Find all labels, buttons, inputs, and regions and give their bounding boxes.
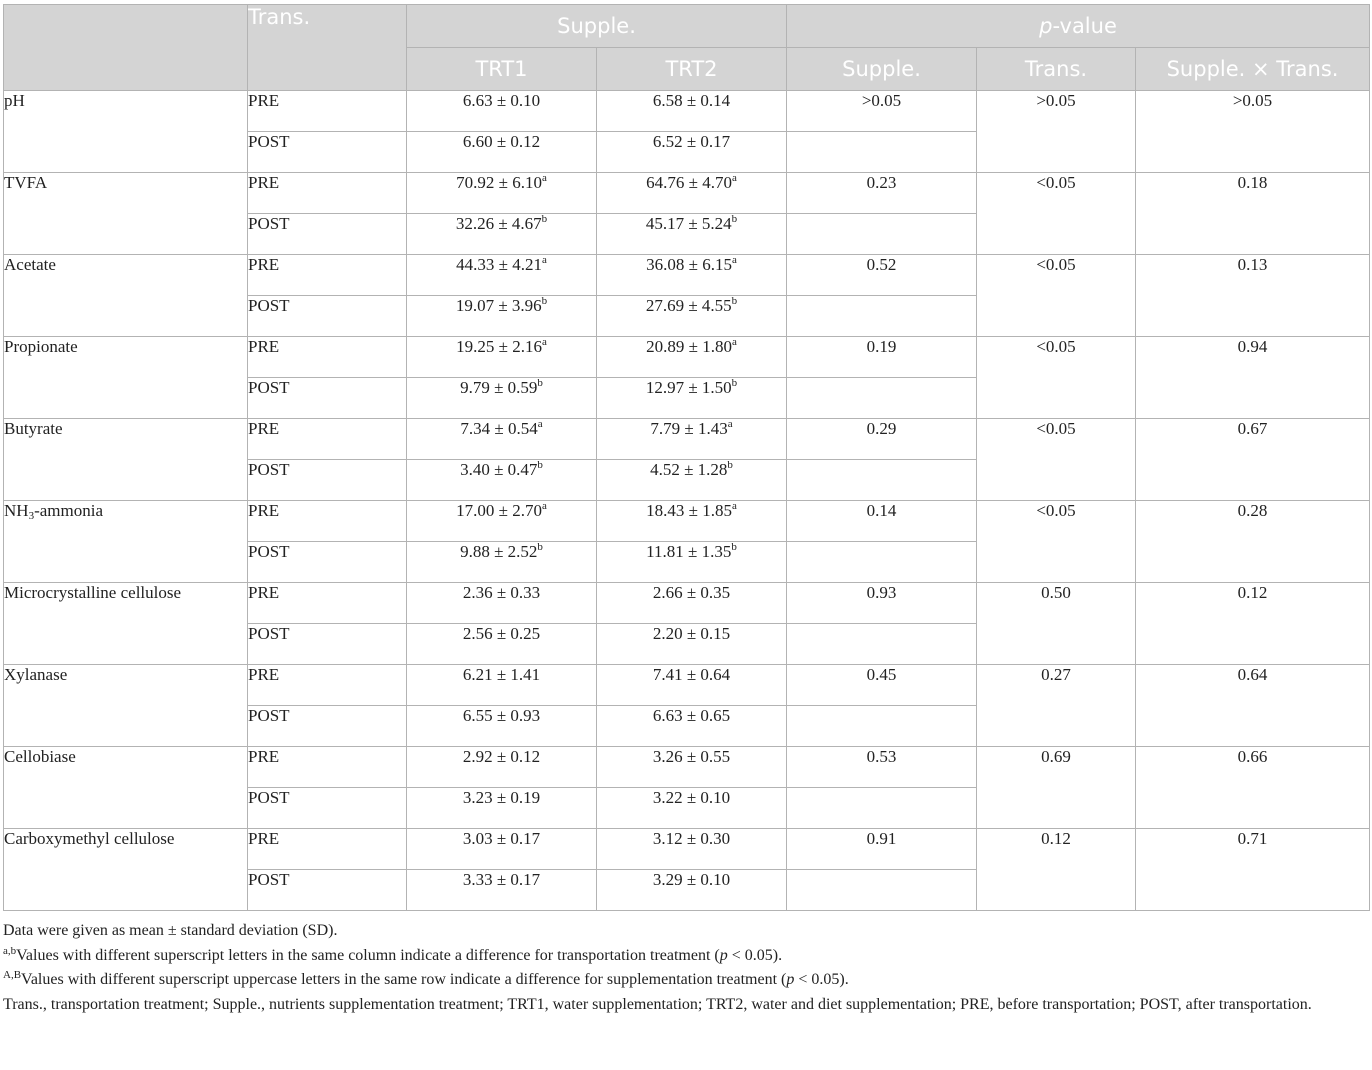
trans-cell-text: POST: [248, 870, 290, 889]
row-label-text: NH: [4, 501, 29, 520]
p-trans-cell-text: 0.69: [1041, 747, 1071, 766]
superscript-letter: b: [537, 459, 543, 471]
trt1-cell: [407, 378, 597, 419]
row-label: [4, 829, 248, 911]
trans-cell: [248, 460, 407, 501]
p-interaction-cell-text: 0.13: [1237, 255, 1268, 274]
trt2-cell: [597, 337, 787, 378]
trans-cell-text: PRE: [248, 91, 280, 110]
p-trans-cell: [977, 583, 1136, 665]
p-trans-cell: [977, 501, 1136, 583]
footnote-uppercase: $^{A,B}$Values with different superscript uppercase letters in the same row indicate a difference for supplementation treatment (p < 0.05).: [3, 969, 849, 988]
trt2-cell: [597, 132, 787, 173]
trt2-cell-text: 3.26 ± 0.55: [652, 747, 731, 766]
p-supple-cell-empty: [787, 706, 977, 747]
p-trans-cell: [977, 91, 1136, 173]
trans-cell: [248, 542, 407, 583]
superscript-letter: b: [731, 295, 738, 307]
trans-cell-text: PRE: [248, 419, 280, 438]
superscript-letter: a: [541, 172, 547, 184]
superscript-letter: a: [731, 172, 737, 184]
row-label-rest: -ammonia: [34, 501, 103, 520]
p-supple-cell: [787, 337, 977, 378]
trt1-cell: [407, 747, 597, 788]
table-row: [4, 255, 1370, 296]
p-supple-cell-empty: [787, 460, 977, 501]
row-label: [4, 255, 248, 337]
trt1-cell: [407, 173, 597, 214]
row-label: [4, 91, 248, 173]
trt1-cell-text: 6.55 ± 0.93: [462, 706, 541, 725]
p-trans-cell: [977, 419, 1136, 501]
trt2-cell-text: 27.69 ± 4.55: [645, 296, 732, 315]
superscript-letter: a: [537, 418, 543, 430]
trt2-cell-text: 3.12 ± 0.30: [652, 829, 731, 848]
trt1-cell: [407, 542, 597, 583]
p-supple-cell: [787, 583, 977, 624]
header-p-supple: Supple.: [787, 48, 977, 91]
p-supple-cell: [787, 419, 977, 460]
superscript-letter: b: [541, 295, 548, 307]
trt1-cell-text: 17.00 ± 2.70: [456, 501, 542, 520]
p-supple-cell-empty: [787, 378, 977, 419]
p-supple-cell: [787, 91, 977, 132]
trt1-cell-text: 3.03 ± 0.17: [462, 829, 541, 848]
header-trans: Trans.: [248, 5, 407, 91]
p-trans-cell: [977, 665, 1136, 747]
table-row: [4, 173, 1370, 214]
trans-cell-text: PRE: [248, 337, 280, 356]
trt2-cell-text: 36.08 ± 6.15: [646, 255, 732, 274]
trt2-cell-text: 64.76 ± 4.70: [646, 173, 732, 192]
p-interaction-cell-text: 0.28: [1237, 501, 1268, 520]
trt1-cell-text: 2.56 ± 0.25: [462, 624, 541, 643]
table-document: [3, 4, 1369, 1017]
superscript-letter: b: [731, 377, 738, 389]
header-trt2: TRT2: [597, 48, 787, 91]
trt2-cell-text: 45.17 ± 5.24: [645, 214, 732, 233]
p-supple-cell: [787, 173, 977, 214]
p-interaction-cell: [1136, 829, 1370, 911]
p-trans-cell: [977, 173, 1136, 255]
p-trans-cell: [977, 255, 1136, 337]
trt2-cell: [597, 870, 787, 911]
p-supple-cell: [787, 501, 977, 542]
trans-cell-text: POST: [248, 132, 290, 151]
superscript-letter: b: [731, 213, 738, 225]
row-label: [4, 337, 248, 419]
p-interaction-cell: [1136, 747, 1370, 829]
row-label-text: Microcrystalline cellulose: [4, 583, 182, 602]
table-row: [4, 419, 1370, 460]
row-label-text: Carboxymethyl cellulose: [4, 829, 175, 848]
trans-cell: [248, 870, 407, 911]
trt2-cell: [597, 296, 787, 337]
p-interaction-cell-text: 0.18: [1237, 173, 1268, 192]
superscript-letter: a: [731, 254, 737, 266]
trans-cell-text: POST: [248, 460, 290, 479]
trt2-cell-text: 12.97 ± 1.50: [645, 378, 732, 397]
trans-cell-text: PRE: [248, 255, 280, 274]
trans-cell: [248, 173, 407, 214]
trt2-cell-text: 6.63 ± 0.65: [652, 706, 731, 725]
trt2-cell-text: 11.81 ± 1.35: [646, 542, 732, 561]
trt1-cell-text: 19.07 ± 3.96: [455, 296, 542, 315]
trt1-cell: [407, 829, 597, 870]
trt1-cell: [407, 706, 597, 747]
p-supple-cell-text: 0.52: [866, 255, 897, 274]
trans-cell: [248, 419, 407, 460]
p-supple-cell-text: 0.91: [866, 829, 897, 848]
p-interaction-cell: [1136, 501, 1370, 583]
header-p-value: p-value: [787, 5, 1370, 48]
trt2-cell-text: 6.52 ± 0.17: [652, 132, 731, 151]
trt1-cell: [407, 296, 597, 337]
trt2-cell-text: 20.89 ± 1.80: [646, 337, 732, 356]
trt2-cell: [597, 501, 787, 542]
trans-cell-text: POST: [248, 542, 290, 561]
trans-cell-text: POST: [248, 624, 290, 643]
trt2-cell: [597, 419, 787, 460]
trt2-cell: [597, 542, 787, 583]
superscript-letter: a: [541, 500, 547, 512]
superscript-letter: a: [541, 254, 547, 266]
table-footnotes: [3, 919, 1369, 1017]
row-label-text: Acetate: [4, 255, 56, 274]
trt2-cell: [597, 747, 787, 788]
p-interaction-cell: [1136, 337, 1370, 419]
p-supple-cell-empty: [787, 542, 977, 583]
trans-cell-text: PRE: [248, 829, 280, 848]
p-supple-cell-text: >0.05: [861, 91, 902, 110]
p-trans-cell-text: >0.05: [1036, 91, 1076, 110]
trt2-cell: [597, 378, 787, 419]
p-supple-cell-empty: [787, 624, 977, 665]
trt1-cell: [407, 337, 597, 378]
footnote-data: Data were given as mean ± standard deviation (SD).: [3, 922, 338, 939]
trt2-cell: [597, 706, 787, 747]
trt1-cell-text: 44.33 ± 4.21: [456, 255, 542, 274]
superscript-letter: b: [537, 541, 543, 553]
trt1-cell-text: 6.63 ± 0.10: [462, 91, 541, 110]
trt2-cell: [597, 624, 787, 665]
trans-cell: [248, 337, 407, 378]
trt2-cell-text: 3.29 ± 0.10: [652, 870, 731, 889]
table-row: [4, 747, 1370, 788]
trt1-cell-text: 19.25 ± 2.16: [456, 337, 542, 356]
trans-cell-text: PRE: [248, 665, 280, 684]
p-interaction-cell: [1136, 665, 1370, 747]
row-label-text: Xylanase: [4, 665, 68, 684]
trans-cell-text: POST: [248, 706, 290, 725]
p-supple-cell-text: 0.19: [866, 337, 897, 356]
header-p-interaction: Supple. × Trans.: [1136, 48, 1370, 91]
trt1-cell: [407, 132, 597, 173]
trt2-cell-text: 3.22 ± 0.10: [652, 788, 731, 807]
trans-cell-text: PRE: [248, 747, 280, 766]
trt1-cell-text: 3.23 ± 0.19: [462, 788, 541, 807]
trans-cell: [248, 501, 407, 542]
row-label: [4, 583, 248, 665]
p-trans-cell-text: <0.05: [1036, 173, 1076, 192]
trans-cell-text: POST: [248, 296, 290, 315]
table-row: [4, 91, 1370, 132]
p-trans-cell-text: <0.05: [1036, 337, 1076, 356]
table-row: [4, 829, 1370, 870]
row-label: [4, 419, 248, 501]
p-interaction-cell-text: 0.71: [1237, 829, 1268, 848]
trt1-cell-text: 7.34 ± 0.54: [460, 419, 538, 438]
trt2-cell-text: 7.79 ± 1.43: [650, 419, 728, 438]
trt1-cell: [407, 665, 597, 706]
trt1-cell: [407, 419, 597, 460]
footnote-lowercase: $^{a,b}$Values with different superscript letters in the same column indicate a difference for transportation treatment (p < 0.05).: [3, 944, 783, 964]
p-trans-cell-text: 0.12: [1041, 829, 1071, 848]
trt1-cell-text: 70.92 ± 6.10: [456, 173, 542, 192]
p-supple-cell-empty: [787, 214, 977, 255]
p-supple-cell: [787, 829, 977, 870]
trt1-cell-text: 3.40 ± 0.47: [460, 460, 538, 479]
trans-cell-text: POST: [248, 214, 290, 233]
p-supple-cell-text: 0.93: [866, 583, 897, 602]
trans-cell-text: PRE: [248, 501, 280, 520]
p-trans-cell-text: <0.05: [1036, 255, 1076, 274]
p-interaction-cell-text: 0.94: [1237, 337, 1268, 356]
trans-cell: [248, 214, 407, 255]
trt2-cell-text: 4.52 ± 1.28: [650, 460, 728, 479]
superscript-letter: b: [541, 213, 548, 225]
row-label: [4, 747, 248, 829]
trans-cell-text: POST: [248, 378, 290, 397]
trt2-cell: [597, 91, 787, 132]
superscript-letter: a: [727, 418, 733, 430]
trt1-cell: [407, 214, 597, 255]
trt1-cell-text: 9.79 ± 0.59: [460, 378, 538, 397]
trans-cell: [248, 378, 407, 419]
trans-cell: [248, 624, 407, 665]
trt1-cell-text: 3.33 ± 0.17: [462, 870, 541, 889]
trans-cell: [248, 829, 407, 870]
trt1-cell-text: 32.26 ± 4.67: [455, 214, 542, 233]
row-label-text: pH: [4, 91, 25, 110]
p-supple-cell-text: 0.45: [866, 665, 897, 684]
trt2-cell-text: 18.43 ± 1.85: [646, 501, 732, 520]
trt1-cell-text: 2.36 ± 0.33: [462, 583, 541, 602]
p-supple-cell-text: 0.23: [866, 173, 897, 192]
p-supple-cell-empty: [787, 296, 977, 337]
p-supple-cell-text: 0.53: [866, 747, 897, 766]
trt2-cell: [597, 173, 787, 214]
p-supple-cell: [787, 255, 977, 296]
subscript: 3: [28, 510, 35, 522]
row-label: [4, 665, 248, 747]
trt1-cell: [407, 788, 597, 829]
p-interaction-cell: [1136, 583, 1370, 665]
trt2-cell-text: 2.20 ± 0.15: [652, 624, 731, 643]
p-trans-cell-text: 0.27: [1041, 665, 1071, 684]
row-label: [4, 173, 248, 255]
trt2-cell-text: 2.66 ± 0.35: [652, 583, 731, 602]
header-p-trans: Trans.: [977, 48, 1136, 91]
superscript-letter: b: [537, 377, 543, 389]
trt1-cell: [407, 624, 597, 665]
superscript-letter: b: [727, 459, 733, 471]
superscript-letter: a: [731, 336, 737, 348]
p-trans-cell-text: 0.50: [1041, 583, 1071, 602]
table-row: [4, 583, 1370, 624]
trt2-cell: [597, 460, 787, 501]
p-interaction-cell: [1136, 91, 1370, 173]
trt1-cell-text: 6.60 ± 0.12: [462, 132, 541, 151]
p-interaction-cell-text: 0.64: [1237, 665, 1268, 684]
p-trans-cell-text: <0.05: [1036, 501, 1076, 520]
results-table: [3, 4, 1370, 911]
header-supple: Supple.: [407, 5, 787, 48]
row-label-text: Cellobiase: [4, 747, 76, 766]
trt1-cell-text: 2.92 ± 0.12: [462, 747, 541, 766]
row-label: [4, 501, 248, 583]
trt1-cell: [407, 460, 597, 501]
p-supple-cell-empty: [787, 132, 977, 173]
p-supple-cell-empty: [787, 788, 977, 829]
table-row: [4, 501, 1370, 542]
superscript-letter: a: [731, 500, 737, 512]
header-blank: [4, 5, 248, 91]
trt2-cell-text: 6.58 ± 0.14: [652, 91, 731, 110]
trt1-cell: [407, 870, 597, 911]
superscript-letter: b: [731, 541, 737, 553]
trans-cell-text: PRE: [248, 173, 280, 192]
p-supple-cell-text: 0.14: [866, 501, 897, 520]
p-trans-cell: [977, 747, 1136, 829]
p-interaction-cell-text: 0.66: [1237, 747, 1268, 766]
trt2-cell-text: 7.41 ± 0.64: [652, 665, 731, 684]
p-supple-cell: [787, 747, 977, 788]
trt2-cell: [597, 583, 787, 624]
trt1-cell: [407, 501, 597, 542]
row-label-text: Butyrate: [4, 419, 63, 438]
trt1-cell: [407, 91, 597, 132]
p-trans-cell: [977, 337, 1136, 419]
trt1-cell: [407, 255, 597, 296]
trans-cell-text: POST: [248, 788, 290, 807]
table-row: [4, 665, 1370, 706]
p-trans-cell: [977, 829, 1136, 911]
trans-cell-text: PRE: [248, 583, 280, 602]
row-label-text: TVFA: [4, 173, 48, 192]
trt2-cell: [597, 829, 787, 870]
trans-cell: [248, 255, 407, 296]
row-label-text: Propionate: [4, 337, 78, 356]
p-trans-cell-text: <0.05: [1036, 419, 1076, 438]
trans-cell: [248, 706, 407, 747]
p-interaction-cell: [1136, 419, 1370, 501]
trt2-cell: [597, 788, 787, 829]
trans-cell: [248, 91, 407, 132]
superscript-letter: a: [541, 336, 547, 348]
p-supple-cell-empty: [787, 870, 977, 911]
trans-cell: [248, 788, 407, 829]
trt2-cell: [597, 665, 787, 706]
p-supple-cell-text: 0.29: [866, 419, 897, 438]
header-trt1: TRT1: [407, 48, 597, 91]
trans-cell: [248, 132, 407, 173]
trans-cell: [248, 665, 407, 706]
p-interaction-cell-text: 0.12: [1237, 583, 1268, 602]
trans-cell: [248, 296, 407, 337]
trt2-cell: [597, 255, 787, 296]
p-supple-cell: [787, 665, 977, 706]
p-interaction-cell-text: >0.05: [1232, 91, 1273, 110]
p-interaction-cell: [1136, 255, 1370, 337]
trt1-cell: [407, 583, 597, 624]
trt1-cell-text: 9.88 ± 2.52: [460, 542, 538, 561]
footnote-abbreviations: Trans., transportation treatment; Supple., nutrients supplementation treatment; TRT1, water supplementation; TRT2, water and diet supplementation; PRE, before transportation; POST, after transportation.: [3, 995, 1312, 1013]
table-row: [4, 337, 1370, 378]
p-interaction-cell: [1136, 173, 1370, 255]
trt2-cell: [597, 214, 787, 255]
trans-cell: [248, 747, 407, 788]
p-interaction-cell-text: 0.67: [1237, 419, 1268, 438]
trans-cell: [248, 583, 407, 624]
trt1-cell-text: 6.21 ± 1.41: [462, 665, 541, 684]
